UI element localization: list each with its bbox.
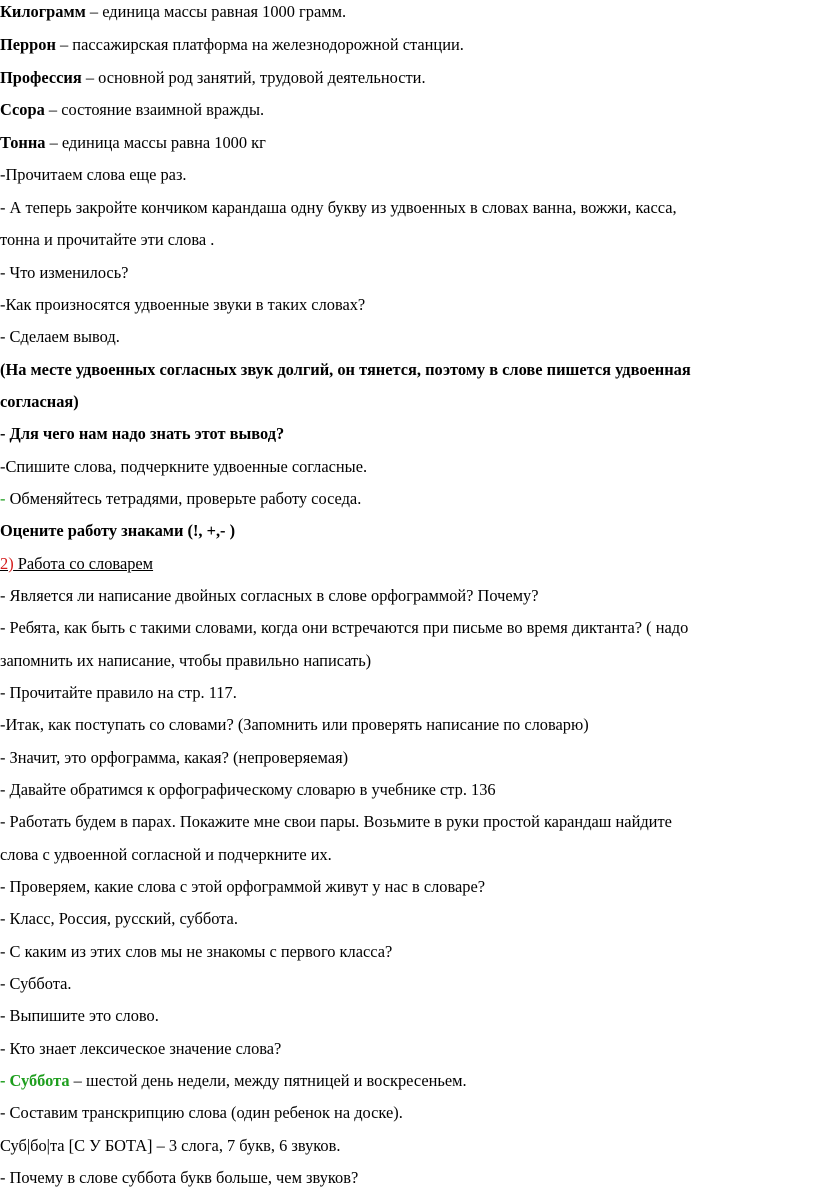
text-line: Суб|бо|та [С У БОТА] – 3 слога, 7 букв, 6 звуков. — [0, 1136, 341, 1155]
text-line: - Кто знает лексическое значение слова? — [0, 1039, 282, 1058]
text-line: - Почему в слове суббота букв больше, чем звуков? — [0, 1168, 359, 1187]
definition-line-kilogramm — [0, 2, 346, 22]
definition: – единица массы равна 1000 кг — [45, 133, 266, 152]
definition-line-perron — [0, 35, 464, 55]
text-line: - Что изменилось? — [0, 263, 129, 282]
section-title: Работа со словарем — [13, 554, 154, 573]
definition: – основной род занятий, трудовой деятельности. — [81, 68, 426, 87]
text-line — [0, 489, 361, 509]
term: Ссора — [0, 100, 45, 119]
text-line: - Сделаем вывод. — [0, 327, 120, 346]
text-line: - Значит, это орфограмма, какая? (непроверяемая) — [0, 748, 349, 767]
section-heading — [0, 554, 153, 574]
text-line: - Составим транскрипцию слова (один ребенок на доске). — [0, 1103, 403, 1122]
text-line: - Работать будем в парах. Покажите мне свои пары. Возьмите в руки простой карандаш найдите — [0, 812, 672, 831]
text-line: - С каким из этих слов мы не знакомы с первого класса? — [0, 942, 393, 961]
definition: – шестой день недели, между пятницей и воскресеньем. — [69, 1071, 467, 1090]
text-line: запомнить их написание, чтобы правильно написать) — [0, 651, 372, 670]
definition-line-subbota — [0, 1071, 467, 1091]
text-line: -Прочитаем слова еще раз. — [0, 165, 187, 184]
text-line: - Проверяем, какие слова с этой орфограммой живут у нас в словаре? — [0, 877, 486, 896]
text-line: слова с удвоенной согласной и подчеркните их. — [0, 845, 332, 864]
green-dash: - — [0, 489, 6, 508]
section-number: 2) — [0, 554, 14, 573]
text-line: -Спишите слова, подчеркните удвоенные согласные. — [0, 457, 368, 476]
term: Килограмм — [0, 2, 86, 21]
conclusion-line: согласная) — [0, 392, 79, 411]
text-line: -Как произносятся удвоенные звуки в таких словах? — [0, 295, 366, 314]
line-text: Обменяйтесь тетрадями, проверьте работу соседа. — [5, 489, 362, 508]
evaluation-line: Оцените работу знаками (!, +,- ) — [0, 521, 236, 540]
definition: – пассажирская платформа на железнодорожной станции. — [55, 35, 464, 54]
text-line: - Давайте обратимся к орфографическому словарю в учебнике стр. 136 — [0, 780, 496, 799]
term: Перрон — [0, 35, 56, 54]
text-line: - Выпишите это слово. — [0, 1006, 159, 1025]
term: Тонна — [0, 133, 46, 152]
definition-line-ssora — [0, 100, 264, 120]
question-line: - Для чего нам надо знать этот вывод? — [0, 424, 285, 443]
text-line: - Класс, Россия, русский, суббота. — [0, 909, 238, 928]
definition-line-professiya — [0, 68, 426, 88]
text-line: тонна и прочитайте эти слова . — [0, 230, 215, 249]
text-line: - Ребята, как быть с такими словами, когда они встречаются при письме во время диктанта? ( надо — [0, 618, 689, 637]
text-line: - Является ли написание двойных согласных в слове орфограммой? Почему? — [0, 586, 539, 605]
conclusion-line: (На месте удвоенных согласных звук долгий, он тянется, поэтому в слове пишется удвоенная — [0, 360, 691, 379]
term: - Суббота — [0, 1071, 70, 1090]
text-line: - Прочитайте правило на стр. 117. — [0, 683, 237, 702]
definition-line-tonna — [0, 133, 266, 153]
text-line: - Суббота. — [0, 974, 72, 993]
text-line: - А теперь закройте кончиком карандаша одну букву из удвоенных в словах ванна, вожжи, касса, — [0, 198, 677, 217]
definition: – состояние взаимной вражды. — [44, 100, 265, 119]
term: Профессия — [0, 68, 82, 87]
text-line: -Итак, как поступать со словами? (Запомнить или проверять написание по словарю) — [0, 715, 589, 734]
definition: – единица массы равная 1000 грамм. — [85, 2, 347, 21]
